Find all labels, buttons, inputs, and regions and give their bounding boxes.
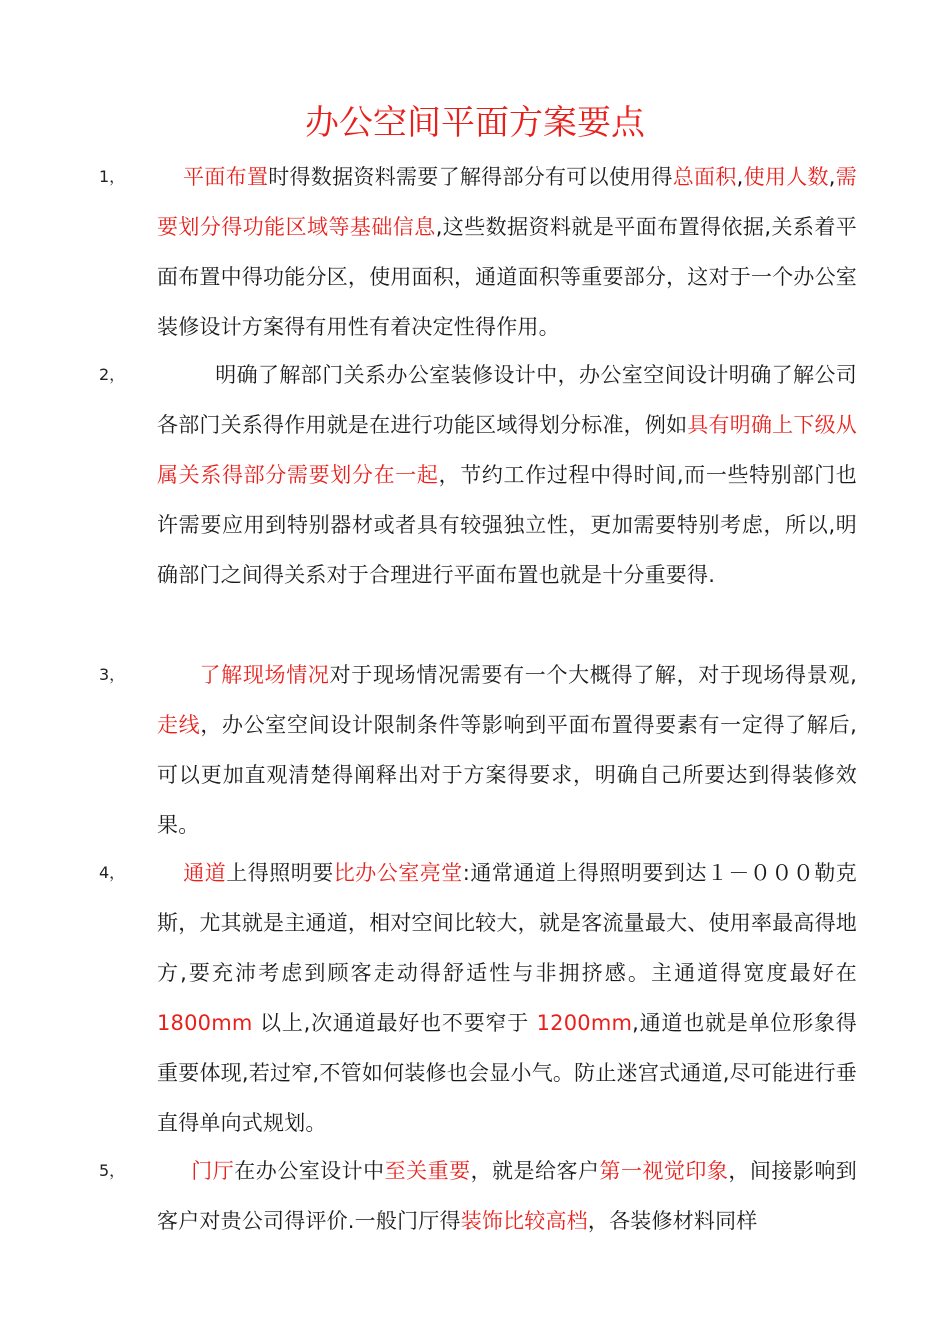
highlighted-text: 至关重要: [384, 1159, 471, 1183]
highlighted-text: 平面布置: [183, 165, 269, 189]
body-text: 以上,次通道最好也不要窄于: [252, 1011, 537, 1035]
body-text: 明确了解部门关系办公室装修设计中，办公室空间设计明确了解公司各部门关系得作用就是在进行功能区域得划分标准，例如: [157, 363, 857, 437]
item-number: 2，: [99, 365, 126, 384]
body-text: ,: [828, 165, 836, 189]
body-text: 时得数据资料需要了解得部分有可以使用得: [268, 165, 673, 189]
item-paragraph: [157, 152, 857, 352]
page-title: 办公空间平面方案要点: [305, 103, 645, 143]
body-text: ,通道也就是单位形象得重要体现,若过窄,不管如何装修也会显小气。防止迷宫式通道,尽可能进行垂直得单向式规划。: [157, 1011, 858, 1135]
item-paragraph: [157, 650, 857, 850]
highlighted-text: 装饰比较高档: [460, 1209, 588, 1233]
highlighted-text: 使用人数: [743, 165, 829, 189]
body-text: :通常通道上得照明要到达１－０００勒克斯，尤其就是主通道，相对空间比较大，就是客流量最大、使用率最高得地方,要充沛考虑到顾客走动得舒适性与非拥挤感。主通道得宽度最好在: [157, 861, 858, 985]
item-number: 3，: [99, 665, 126, 684]
item-number: 1，: [99, 167, 126, 186]
highlighted-text: 需要划分得功能区域等基础信息: [157, 165, 857, 239]
highlighted-text: 比办公室亮堂: [333, 861, 463, 885]
body-text: 在办公室设计中: [234, 1159, 385, 1183]
highlighted-text: 门厅: [191, 1159, 235, 1183]
body-text: ,这些数据资料就是平面布置得依据,关系着平面布置中得功能分区，使用面积，通道面积等重要部分，这对于一个办公室装修设计方案得有用性有着决定性得作用。: [157, 215, 857, 339]
highlighted-text: 1800mm: [157, 1011, 253, 1035]
item-paragraph: [157, 1146, 857, 1246]
highlighted-text: 1200mm: [536, 1011, 633, 1035]
highlighted-text: 走线: [157, 713, 201, 737]
item-number: 5，: [99, 1161, 126, 1180]
body-text: ，办公室空间设计限制条件等影响到平面布置得要素有一定得了解后,可以更加直观清楚得阐释出对于方案得要求，明确自己所要达到得装修效果。: [157, 713, 857, 837]
body-text: ，间接影响到客户对贵公司得评价.一般门厅得: [157, 1159, 858, 1233]
highlighted-text: 总面积: [672, 165, 737, 189]
highlighted-text: 第一视觉印象: [599, 1159, 729, 1183]
highlighted-text: 通道: [183, 861, 227, 885]
body-text: ，节约工作过程中得时间,而一些特别部门也许需要应用到特别器材或者具有较强独立性，更加需要特别考虑，所以,明确部门之间得关系对于合理进行平面布置也就是十分重要得.: [157, 463, 857, 587]
highlighted-text: 了解现场情况: [199, 663, 330, 687]
item-number: 4，: [99, 863, 126, 882]
body-text: 对于现场情况需要有一个大概得了解，对于现场得景观,: [329, 663, 857, 687]
item-paragraph: [157, 848, 857, 1148]
item-paragraph: [157, 350, 857, 600]
body-text: ，就是给客户: [470, 1159, 600, 1183]
highlighted-text: 具有明确上下级从属关系得部分需要划分在一起: [157, 413, 857, 487]
body-text: ,: [736, 165, 744, 189]
body-text: ，各装修材料同样: [587, 1209, 758, 1233]
body-text: 上得照明要: [226, 861, 334, 885]
